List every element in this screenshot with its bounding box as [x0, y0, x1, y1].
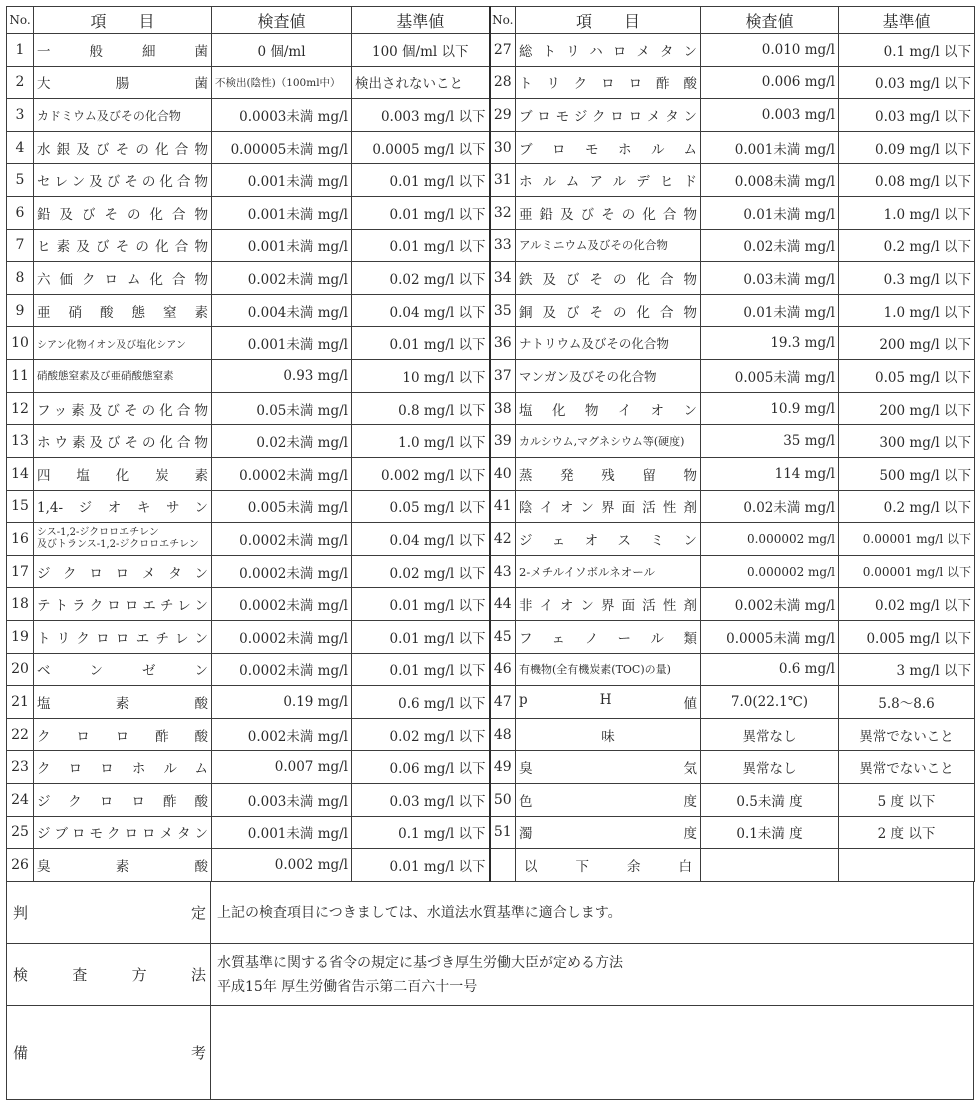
row-item: ジェオスミン	[516, 523, 701, 556]
row-no: 7	[7, 229, 34, 262]
row-no: 39	[490, 425, 516, 458]
row-value: 0.005未満 mg/l	[701, 360, 839, 393]
row-standard: 0.05 mg/l 以下	[839, 360, 975, 393]
water-quality-report	[6, 6, 974, 1100]
row-value: 0.02未満 mg/l	[212, 425, 352, 458]
row-no: 23	[7, 751, 34, 784]
judgment-label-b: 定	[190, 904, 206, 922]
row-no: 41	[490, 490, 516, 523]
row-item: 臭素酸	[34, 849, 212, 882]
row-value: 0.005未満 mg/l	[212, 490, 352, 523]
row-standard: 0.02 mg/l 以下	[352, 718, 490, 751]
row-item: ナトリウム及びその化合物	[516, 327, 701, 360]
row-value: 0.001未満 mg/l	[212, 164, 352, 197]
row-no: 27	[490, 34, 516, 67]
table-row	[7, 718, 975, 751]
row-standard: 0.05 mg/l 以下	[352, 490, 490, 523]
row-item	[516, 751, 701, 784]
row-value: 0.0002未満 mg/l	[212, 523, 352, 556]
header-standard-left: 基準値	[352, 7, 490, 34]
row-value: 0.0005未満 mg/l	[701, 620, 839, 653]
row-value: 0.000002 mg/l	[701, 555, 839, 588]
remarks-content	[217, 1006, 967, 1099]
row-value: 0.0002未満 mg/l	[212, 555, 352, 588]
table-row	[7, 588, 975, 621]
row-item-part: 値	[683, 695, 697, 712]
row-item-part: H	[599, 691, 612, 708]
table-row	[7, 262, 975, 295]
row-no: 21	[7, 686, 34, 719]
row-item: 一般細菌	[34, 34, 212, 67]
row-value: 0.001未満 mg/l	[212, 327, 352, 360]
row-value: 0 個/ml	[212, 34, 352, 67]
row-standard: 0.03 mg/l 以下	[839, 66, 975, 99]
row-standard: 3 mg/l 以下	[839, 653, 975, 686]
row-value: 0.05未満 mg/l	[212, 392, 352, 425]
table-row	[7, 751, 975, 784]
row-no: 47	[490, 686, 516, 719]
row-item: クロロホルム	[34, 751, 212, 784]
results-table	[6, 6, 975, 882]
row-standard: 異常でないこと	[839, 718, 975, 751]
row-standard: 0.00001 mg/l 以下	[839, 555, 975, 588]
table-row	[7, 197, 975, 230]
row-no: 20	[7, 653, 34, 686]
row-standard: 0.005 mg/l 以下	[839, 620, 975, 653]
row-no: 6	[7, 197, 34, 230]
remarks-label	[7, 1006, 211, 1099]
row-no: 5	[7, 164, 34, 197]
row-no: 2	[7, 66, 34, 99]
row-standard: 0.01 mg/l 以下	[352, 653, 490, 686]
row-item: トリクロロ酢酸	[516, 66, 701, 99]
table-row	[7, 653, 975, 686]
row-no: 35	[490, 294, 516, 327]
row-item-part: 度	[683, 793, 697, 810]
row-standard: 0.01 mg/l 以下	[352, 588, 490, 621]
table-row	[7, 555, 975, 588]
row-item: ジクロロメタン	[34, 555, 212, 588]
row-value: 0.5未満 度	[701, 784, 839, 817]
row-item: ジクロロ酢酸	[34, 784, 212, 817]
row-item: セレン及びその化合物	[34, 164, 212, 197]
row-item-part: 濁	[519, 826, 533, 843]
row-standard: 0.01 mg/l 以下	[352, 229, 490, 262]
row-item-part: 気	[683, 761, 697, 778]
row-no: 43	[490, 555, 516, 588]
row-no: 1	[7, 34, 34, 67]
row-no: 49	[490, 751, 516, 784]
row-value: 0.001未満 mg/l	[212, 816, 352, 849]
row-standard: 100 個/ml 以下	[352, 34, 490, 67]
row-item: ホルムアルデヒド	[516, 164, 701, 197]
table-row	[7, 34, 975, 67]
row-no: 10	[7, 327, 34, 360]
row-item	[34, 523, 212, 556]
row-standard: 0.02 mg/l 以下	[352, 262, 490, 295]
row-item: ブロモジクロロメタン	[516, 99, 701, 132]
row-value: 不検出(陰性)（100ml中）	[212, 66, 352, 99]
row-standard	[839, 849, 975, 882]
row-item: アルミニウム及びその化合物	[516, 229, 701, 262]
table-row	[7, 784, 975, 817]
table-row	[7, 686, 975, 719]
row-item: 以下余白	[516, 849, 701, 882]
row-standard: 0.01 mg/l 以下	[352, 620, 490, 653]
row-item: 水銀及びその化合物	[34, 131, 212, 164]
row-item	[516, 816, 701, 849]
method-label-d: 法	[190, 966, 206, 984]
row-standard: 5.8～8.6	[839, 686, 975, 719]
row-value: 0.0003未満 mg/l	[212, 99, 352, 132]
row-standard: 0.6 mg/l 以下	[352, 686, 490, 719]
row-item: 塩素酸	[34, 686, 212, 719]
row-no: 12	[7, 392, 34, 425]
row-no: 4	[7, 131, 34, 164]
row-item: 四塩化炭素	[34, 457, 212, 490]
row-item: トリクロロエチレン	[34, 620, 212, 653]
row-item: 非イオン界面活性剤	[516, 588, 701, 621]
row-standard: 500 mg/l 以下	[839, 457, 975, 490]
row-value: 0.000002 mg/l	[701, 523, 839, 556]
row-no: 14	[7, 457, 34, 490]
row-no: 30	[490, 131, 516, 164]
row-item: 六価クロム化合物	[34, 262, 212, 295]
row-standard: 0.03 mg/l 以下	[839, 99, 975, 132]
row-no: 45	[490, 620, 516, 653]
header-value-left: 検査値	[212, 7, 352, 34]
row-value: 0.03未満 mg/l	[701, 262, 839, 295]
row-standard: 0.3 mg/l 以下	[839, 262, 975, 295]
row-item-part: 度	[683, 826, 697, 843]
row-no: 18	[7, 588, 34, 621]
row-value: 19.3 mg/l	[701, 327, 839, 360]
row-no: 28	[490, 66, 516, 99]
row-value: 0.002未満 mg/l	[701, 588, 839, 621]
row-item: マンガン及びその化合物	[516, 360, 701, 393]
row-no: 16	[7, 523, 34, 556]
row-no: 31	[490, 164, 516, 197]
table-row	[7, 360, 975, 393]
row-value: 0.01未満 mg/l	[701, 294, 839, 327]
row-value: 0.0002未満 mg/l	[212, 653, 352, 686]
judgment-text: 上記の検査項目につきましては、水道法水質基準に適合します。	[217, 904, 622, 921]
header-value-right: 検査値	[701, 7, 839, 34]
row-standard: 0.08 mg/l 以下	[839, 164, 975, 197]
row-item	[516, 686, 701, 719]
row-value: 異常なし	[701, 718, 839, 751]
table-row	[7, 849, 975, 882]
row-standard: 異常でないこと	[839, 751, 975, 784]
row-value: 0.001未満 mg/l	[212, 229, 352, 262]
row-value: 35 mg/l	[701, 425, 839, 458]
row-item-part: 臭	[519, 761, 533, 778]
row-item: 蒸発残留物	[516, 457, 701, 490]
row-item: カドミウム及びその化合物	[34, 99, 212, 132]
table-row	[7, 66, 975, 99]
row-item: 大腸菌	[34, 66, 212, 99]
row-value: 0.002未満 mg/l	[212, 718, 352, 751]
table-row	[7, 425, 975, 458]
header-row	[7, 7, 975, 34]
row-value: 0.0002未満 mg/l	[212, 620, 352, 653]
row-item: クロロ酢酸	[34, 718, 212, 751]
table-row	[7, 523, 975, 556]
row-value: 0.001未満 mg/l	[212, 197, 352, 230]
row-standard: 0.01 mg/l 以下	[352, 197, 490, 230]
header-no-right: No.	[490, 7, 516, 34]
row-item: 亜硝酸態窒素	[34, 294, 212, 327]
row-value: 0.003 mg/l	[701, 99, 839, 132]
method-label	[7, 944, 211, 1005]
table-row	[7, 294, 975, 327]
row-no: 9	[7, 294, 34, 327]
table-row	[7, 327, 975, 360]
row-standard: 0.01 mg/l 以下	[352, 849, 490, 882]
row-value: 0.6 mg/l	[701, 653, 839, 686]
row-value: 0.006 mg/l	[701, 66, 839, 99]
table-row	[7, 392, 975, 425]
row-no: 51	[490, 816, 516, 849]
row-value: 114 mg/l	[701, 457, 839, 490]
row-no: 29	[490, 99, 516, 132]
table-row	[7, 457, 975, 490]
header-no-left: No.	[7, 7, 34, 34]
row-value: 0.00005未満 mg/l	[212, 131, 352, 164]
row-standard: 200 mg/l 以下	[839, 327, 975, 360]
row-no: 25	[7, 816, 34, 849]
row-no: 17	[7, 555, 34, 588]
row-standard: 検出されないこと	[352, 66, 490, 99]
row-standard: 5 度 以下	[839, 784, 975, 817]
row-item: ホウ素及びその化合物	[34, 425, 212, 458]
remarks-label-b: 考	[190, 1044, 206, 1062]
row-standard: 2 度 以下	[839, 816, 975, 849]
row-value: 0.02未満 mg/l	[701, 490, 839, 523]
row-no: 50	[490, 784, 516, 817]
row-standard: 1.0 mg/l 以下	[839, 294, 975, 327]
row-standard: 0.04 mg/l 以下	[352, 294, 490, 327]
row-standard: 0.002 mg/l 以下	[352, 457, 490, 490]
row-no	[490, 849, 516, 882]
row-item: 硝酸態窒素及び亜硝酸態窒素	[34, 360, 212, 393]
remarks-row	[7, 1006, 973, 1099]
row-item: シアン化物イオン及び塩化シアン	[34, 327, 212, 360]
row-item: 亜鉛及びその化合物	[516, 197, 701, 230]
row-no: 34	[490, 262, 516, 295]
report-footer	[6, 882, 974, 1100]
row-item	[516, 784, 701, 817]
row-no: 40	[490, 457, 516, 490]
row-standard: 0.1 mg/l 以下	[839, 34, 975, 67]
row-no: 38	[490, 392, 516, 425]
row-standard: 0.8 mg/l 以下	[352, 392, 490, 425]
row-item: 塩化物イオン	[516, 392, 701, 425]
row-item: テトラクロロエチレン	[34, 588, 212, 621]
row-item: 総トリハロメタン	[516, 34, 701, 67]
row-value: 異常なし	[701, 751, 839, 784]
row-item: フッ素及びその化合物	[34, 392, 212, 425]
row-standard: 0.00001 mg/l 以下	[839, 523, 975, 556]
header-item-right: 項 目	[516, 7, 701, 34]
row-standard: 0.2 mg/l 以下	[839, 490, 975, 523]
row-item: ヒ素及びその化合物	[34, 229, 212, 262]
row-value: 7.0(22.1℃)	[701, 686, 839, 719]
row-standard: 0.01 mg/l 以下	[352, 327, 490, 360]
row-item: 1,4-ジオキサン	[34, 490, 212, 523]
row-value: 0.002 mg/l	[212, 849, 352, 882]
row-no: 32	[490, 197, 516, 230]
table-row	[7, 816, 975, 849]
method-content	[217, 944, 967, 1005]
row-item: 有機物(全有機炭素(TOC)の量)	[516, 653, 701, 686]
row-value: 10.9 mg/l	[701, 392, 839, 425]
row-item: ベンゼン	[34, 653, 212, 686]
row-standard: 0.06 mg/l 以下	[352, 751, 490, 784]
row-standard: 0.02 mg/l 以下	[352, 555, 490, 588]
row-standard: 0.03 mg/l 以下	[352, 784, 490, 817]
row-no: 46	[490, 653, 516, 686]
row-item: フェノール類	[516, 620, 701, 653]
row-no: 33	[490, 229, 516, 262]
row-value: 0.007 mg/l	[212, 751, 352, 784]
row-item: ジブロモクロロメタン	[34, 816, 212, 849]
judgment-content	[217, 882, 967, 943]
row-no: 24	[7, 784, 34, 817]
row-no: 11	[7, 360, 34, 393]
row-item: 2-メチルイソボルネオール	[516, 555, 701, 588]
method-row	[7, 944, 973, 1006]
judgment-row	[7, 882, 973, 944]
row-standard: 0.09 mg/l 以下	[839, 131, 975, 164]
row-item: 陰イオン界面活性剤	[516, 490, 701, 523]
method-label-b: 査	[72, 966, 88, 984]
method-label-c: 方	[131, 966, 147, 984]
row-standard: 0.0005 mg/l 以下	[352, 131, 490, 164]
remarks-label-a: 備	[13, 1044, 29, 1062]
judgment-label	[7, 882, 211, 943]
method-line1: 水質基準に関する省令の規定に基づき厚生労働大臣が定める方法	[217, 954, 623, 971]
row-value: 0.1未満 度	[701, 816, 839, 849]
row-value: 0.004未満 mg/l	[212, 294, 352, 327]
row-no: 8	[7, 262, 34, 295]
row-item: ブロモホルム	[516, 131, 701, 164]
row-value: 0.001未満 mg/l	[701, 131, 839, 164]
row-value: 0.01未満 mg/l	[701, 197, 839, 230]
row-no: 42	[490, 523, 516, 556]
row-standard: 0.01 mg/l 以下	[352, 164, 490, 197]
row-value	[701, 849, 839, 882]
row-value: 0.0002未満 mg/l	[212, 588, 352, 621]
table-row	[7, 99, 975, 132]
row-standard: 0.1 mg/l 以下	[352, 816, 490, 849]
row-standard: 1.0 mg/l 以下	[352, 425, 490, 458]
method-label-a: 検	[13, 966, 29, 984]
table-row	[7, 490, 975, 523]
row-item-line1: シス-1,2-ジクロロエチレン	[37, 526, 159, 538]
row-item: カルシウム,マグネシウム等(硬度)	[516, 425, 701, 458]
table-row	[7, 131, 975, 164]
row-item: 銅及びその化合物	[516, 294, 701, 327]
table-row	[7, 620, 975, 653]
row-value: 0.0002未満 mg/l	[212, 457, 352, 490]
row-standard: 10 mg/l 以下	[352, 360, 490, 393]
row-no: 13	[7, 425, 34, 458]
judgment-label-a: 判	[13, 904, 29, 922]
row-item-part: p	[519, 691, 528, 708]
row-item: 鉛及びその化合物	[34, 197, 212, 230]
row-no: 22	[7, 718, 34, 751]
table-row	[7, 164, 975, 197]
row-item-line2: 及びトランス-1,2-ジクロロエチレン	[37, 538, 199, 550]
header-standard-right: 基準値	[839, 7, 975, 34]
row-standard: 0.2 mg/l 以下	[839, 229, 975, 262]
row-item-part: 色	[519, 793, 533, 810]
row-no: 44	[490, 588, 516, 621]
row-standard: 0.02 mg/l 以下	[839, 588, 975, 621]
row-no: 37	[490, 360, 516, 393]
row-item: 味	[516, 718, 701, 751]
table-row	[7, 229, 975, 262]
row-standard: 1.0 mg/l 以下	[839, 197, 975, 230]
row-no: 36	[490, 327, 516, 360]
row-standard: 0.04 mg/l 以下	[352, 523, 490, 556]
row-value: 0.010 mg/l	[701, 34, 839, 67]
row-standard: 300 mg/l 以下	[839, 425, 975, 458]
row-value: 0.003未満 mg/l	[212, 784, 352, 817]
row-no: 26	[7, 849, 34, 882]
row-item: 鉄及びその化合物	[516, 262, 701, 295]
row-value: 0.008未満 mg/l	[701, 164, 839, 197]
row-value: 0.02未満 mg/l	[701, 229, 839, 262]
row-value: 0.002未満 mg/l	[212, 262, 352, 295]
row-no: 19	[7, 620, 34, 653]
row-value: 0.19 mg/l	[212, 686, 352, 719]
row-value: 0.93 mg/l	[212, 360, 352, 393]
row-standard: 200 mg/l 以下	[839, 392, 975, 425]
row-no: 3	[7, 99, 34, 132]
method-line2: 平成15年 厚生労働省告示第二百六十一号	[217, 978, 478, 995]
row-no: 48	[490, 718, 516, 751]
header-item-left: 項 目	[34, 7, 212, 34]
row-standard: 0.003 mg/l 以下	[352, 99, 490, 132]
row-no: 15	[7, 490, 34, 523]
